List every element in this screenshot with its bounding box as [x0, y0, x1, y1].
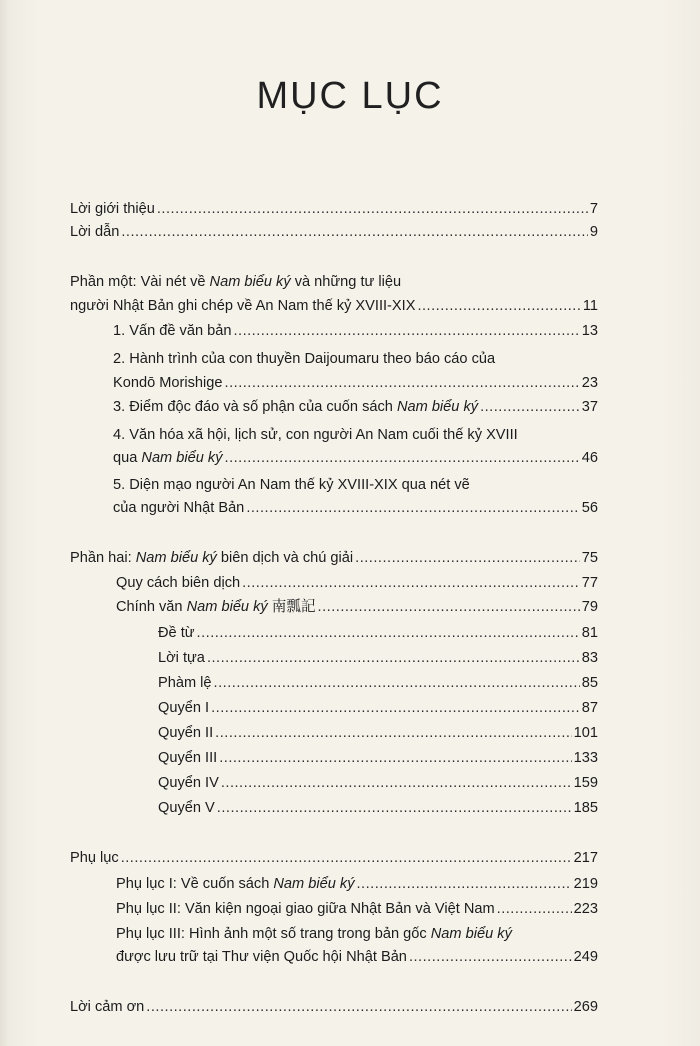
toc-entry-part2-2 [116, 598, 598, 616]
toc-entry-page: 79 [581, 599, 598, 615]
toc-subentry-2 [158, 649, 598, 667]
toc-entry-preface [70, 223, 598, 241]
text-italic: Nam biểu ký [135, 550, 217, 566]
toc-entry-page: 217 [573, 850, 598, 866]
toc-entry-text: được lưu trữ tại Thư viện Quốc hội Nhật Bản [116, 949, 407, 965]
dot-leader [157, 200, 588, 218]
toc-entry-part1-3 [113, 398, 598, 416]
part1-heading-line1 [70, 273, 401, 291]
dot-leader [233, 322, 579, 340]
dot-leader [197, 624, 580, 642]
toc-entry-text: người Nhật Bản ghi chép về An Nam thế kỷ XVIII-XIX [70, 298, 416, 314]
appendix-heading [70, 849, 598, 867]
toc-entry-thanks [70, 998, 598, 1016]
toc-subentry-3 [158, 674, 598, 692]
toc-entry-text [116, 598, 316, 616]
toc-entry-page: 87 [581, 700, 598, 716]
toc-entry-text: Quy cách biên dịch [116, 575, 241, 591]
toc-entry-text: Quyển V [158, 800, 215, 816]
toc-entry-page: 85 [581, 675, 598, 691]
toc-entry-page: 7 [589, 201, 598, 217]
toc-entry-part1-4-line1: 4. Văn hóa xã hội, lịch sử, con người An Nam cuối thế kỷ XVIII [113, 427, 518, 443]
dot-leader [225, 449, 580, 467]
toc-entry-page: 101 [573, 725, 598, 741]
dot-leader [217, 799, 572, 817]
dot-leader [221, 774, 572, 792]
toc-entry-part1-2 [113, 374, 598, 392]
dot-leader [242, 574, 580, 592]
text-italic: Nam biểu ký [430, 926, 512, 942]
toc-entry-text: Kondō Morishige [113, 375, 223, 391]
toc-entry-intro [70, 200, 598, 218]
toc-entry-text: Quyển I [158, 700, 210, 716]
dot-leader [219, 749, 571, 767]
toc-entry-text: 1. Vấn đề văn bản [113, 323, 232, 339]
toc-subentry-6 [158, 749, 598, 767]
part1-heading-line2 [70, 297, 598, 315]
dot-leader [207, 649, 580, 667]
dot-leader [146, 998, 571, 1016]
part2-heading [70, 549, 598, 567]
toc-entry-text: Lời cảm ơn [70, 999, 145, 1015]
text-prefix: Phụ lục I: Về cuốn sách [116, 876, 274, 892]
toc-entry-text: Phụ lục II: Văn kiện ngoại giao giữa Nhật Bản và Việt Nam [116, 901, 495, 917]
toc-entry-appendix-2 [116, 900, 598, 918]
dot-leader [215, 724, 571, 742]
toc-subentry-8 [158, 799, 598, 817]
toc-entry-page: 83 [581, 650, 598, 666]
toc-entry-text [116, 875, 355, 893]
toc-entry-appendix-3-line1 [116, 925, 512, 943]
toc-entry-page: 249 [573, 949, 598, 965]
text-italic: Nam biểu ký [273, 876, 355, 892]
toc-entry-text [113, 398, 478, 416]
toc-entry-page: 37 [581, 399, 598, 415]
dot-leader [225, 374, 580, 392]
dot-leader [246, 499, 579, 517]
toc-entry-text [113, 449, 223, 467]
text-suffix-chinese: 南瓢記 [267, 599, 316, 615]
toc-entry-page: 23 [581, 375, 598, 391]
toc-entry-text: Phụ lục [70, 850, 119, 866]
toc-entry-page: 133 [573, 750, 598, 766]
dot-leader [357, 875, 572, 893]
text-italic: Nam biểu ký [141, 450, 223, 466]
part1-heading-suffix: và những tư liệu [290, 274, 402, 290]
toc-entry-page: 159 [573, 775, 598, 791]
toc-entry-part1-1 [113, 322, 598, 340]
toc-entry-text: Quyển II [158, 725, 214, 741]
toc-entry-page: 77 [581, 575, 598, 591]
toc-entry-page: 219 [573, 876, 598, 892]
toc-entry-page: 269 [573, 999, 598, 1015]
toc-entry-text [70, 549, 353, 567]
text-prefix: Chính văn [116, 599, 187, 615]
toc-subentry-7 [158, 774, 598, 792]
text-prefix: Phần hai: [70, 550, 136, 566]
toc-entry-page: 81 [581, 625, 598, 641]
toc-entry-page: 185 [573, 800, 598, 816]
part1-heading-prefix: Phần một: Vài nét về [70, 274, 210, 290]
dot-leader [497, 900, 572, 918]
toc-entry-text: Quyển III [158, 750, 218, 766]
text-prefix: 3. Điểm độc đáo và số phận của cuốn sách [113, 399, 397, 415]
toc-entry-appendix-1 [116, 875, 598, 893]
toc-subentry-5 [158, 724, 598, 742]
toc-subentry-4 [158, 699, 598, 717]
dot-leader [211, 699, 580, 717]
toc-entry-part1-5-line1: 5. Diện mạo người An Nam thế kỷ XVIII-XIX qua nét vẽ [113, 477, 470, 493]
dot-leader [480, 398, 580, 416]
dot-leader [121, 849, 572, 867]
toc-entry-text: Lời giới thiệu [70, 201, 155, 217]
toc-entry-text: Lời dẫn [70, 224, 120, 240]
dot-leader [409, 948, 572, 966]
toc-entry-text: Đề từ [158, 625, 195, 641]
toc-entry-appendix-3 [116, 948, 598, 966]
toc-entry-page: 11 [582, 298, 598, 314]
toc-entry-page: 56 [581, 500, 598, 516]
toc-entry-part1-5 [113, 499, 598, 517]
text-prefix: qua [113, 450, 142, 466]
text-suffix: biên dịch và chú giải [216, 550, 354, 566]
toc-subentry-1 [158, 624, 598, 642]
toc-entry-page: 9 [589, 224, 598, 240]
toc-entry-text: Quyển IV [158, 775, 219, 791]
toc-entry-page: 46 [581, 450, 598, 466]
dot-leader [214, 674, 580, 692]
text-italic: Nam biểu ký [186, 599, 268, 615]
text-italic: Nam biểu ký [396, 399, 479, 415]
toc-entry-page: 13 [581, 323, 598, 339]
toc-entry-text: Lời tựa [158, 650, 205, 666]
toc-entry-text: Phàm lệ [158, 675, 212, 691]
dot-leader [417, 297, 580, 315]
dot-leader [121, 223, 588, 241]
part1-heading-italic: Nam biểu ký [209, 274, 291, 290]
toc-entry-page: 223 [573, 901, 598, 917]
toc-entry-page: 75 [581, 550, 598, 566]
toc-entry-part1-2-line1: 2. Hành trình của con thuyền Daijoumaru theo báo cáo của [113, 351, 496, 367]
page-title: MỤC LỤC [256, 75, 444, 117]
toc-entry-part2-1 [116, 574, 598, 592]
dot-leader [355, 549, 580, 567]
text-prefix: Phụ lục III: Hình ảnh một số trang trong bản gốc [116, 926, 431, 942]
toc-entry-part1-4 [113, 449, 598, 467]
dot-leader [318, 598, 580, 616]
toc-entry-text: của người Nhật Bản [113, 500, 245, 516]
